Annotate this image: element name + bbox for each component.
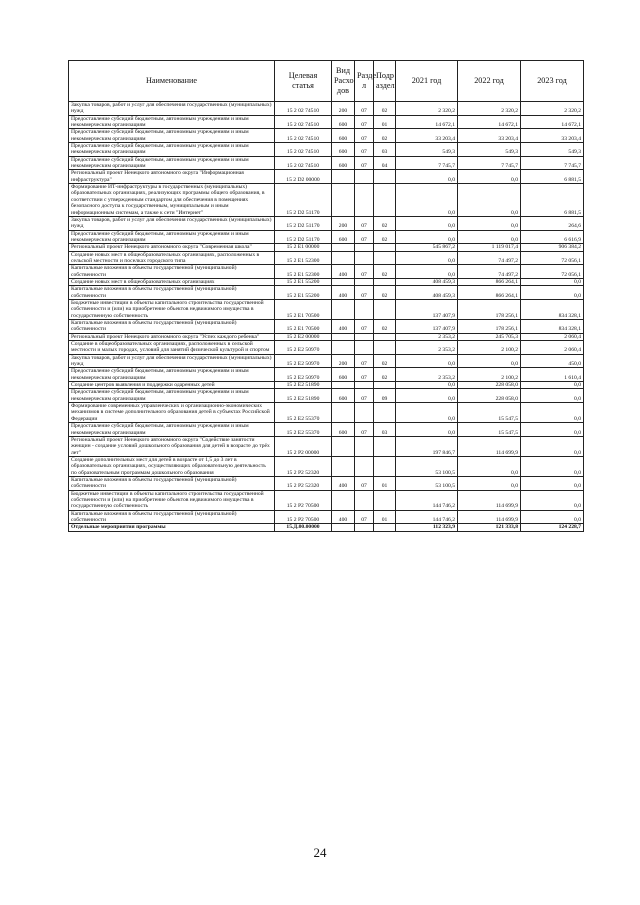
cell-subsection: 01 (374, 510, 396, 524)
cell-2022: 114 699,9 (458, 490, 521, 510)
cell-name: Предоставление субсидий бюджетным, автономным учреждениям и иным некоммерческим организациям (69, 129, 275, 143)
cell-subsection: 03 (374, 423, 396, 437)
cell-subsection (374, 490, 396, 510)
cell-2021: 0,0 (396, 403, 458, 423)
cell-2021: 144 746,2 (396, 490, 458, 510)
cell-2022: 2 100,2 (458, 341, 521, 355)
header-target: Целевая статья (275, 61, 332, 102)
cell-2023: 0,0 (521, 389, 584, 403)
cell-name: Формирование ИТ-инфраструктуры в государственных (муниципальных) образовательных организациях, реализующих программы общего образования, в соответствии с утвержденным стандартом для обеспечения в помещениях безопасного доступа к государственным, муниципальным и иным информационным системам, а также к сети "Интернет" (69, 184, 275, 217)
cell-2021: 2 353,2 (396, 368, 458, 382)
cell-2023: 0,0 (521, 423, 584, 437)
cell-2023: 264,6 (521, 216, 584, 230)
cell-2022: 0,0 (458, 184, 521, 217)
cell-section: 07 (355, 102, 374, 116)
cell-expense-type (332, 456, 355, 476)
cell-target: 15.Д.00.00000 (275, 524, 332, 531)
page-number: 24 (313, 845, 327, 860)
table-row (69, 216, 584, 230)
cell-name: Предоставление субсидий бюджетным, автономным учреждениям и иным некоммерческим организациям (69, 368, 275, 382)
cell-expense-type (332, 490, 355, 510)
table-row (69, 244, 584, 251)
cell-target: 15 2 P2 52320 (275, 476, 332, 490)
cell-2022: 0,0 (458, 230, 521, 244)
cell-2021: 408 459,3 (396, 278, 458, 285)
budget-table-container (68, 60, 583, 532)
cell-section (355, 341, 374, 355)
cell-2021: 53 100,5 (396, 476, 458, 490)
cell-expense-type (332, 436, 355, 456)
cell-subsection (374, 382, 396, 389)
cell-section: 07 (355, 230, 374, 244)
table-row (69, 490, 584, 510)
cell-expense-type: 600 (332, 230, 355, 244)
cell-subsection: 02 (374, 216, 396, 230)
cell-expense-type (332, 251, 355, 265)
cell-section: 07 (355, 143, 374, 157)
cell-name: Капитальные вложения в объекты государственной (муниципальной) собственности (69, 320, 275, 334)
table-row (69, 368, 584, 382)
cell-section (355, 278, 374, 285)
cell-section (355, 184, 374, 217)
cell-2022: 2 320,2 (458, 102, 521, 116)
cell-2022: 15 547,5 (458, 403, 521, 423)
cell-target: 15 2 E1 00000 (275, 244, 332, 251)
cell-2021: 53 100,5 (396, 456, 458, 476)
cell-section: 07 (355, 216, 374, 230)
cell-target: 15 2 02 74510 (275, 129, 332, 143)
cell-2023: 33 203,4 (521, 129, 584, 143)
cell-name: Предоставление субсидий бюджетным, автономным учреждениям и иным некоммерческим организациям (69, 423, 275, 437)
cell-2022: 549,3 (458, 143, 521, 157)
cell-2022: 74 497,2 (458, 265, 521, 279)
cell-section: 07 (355, 423, 374, 437)
cell-2023: 1 610,4 (521, 368, 584, 382)
cell-expense-type: 600 (332, 423, 355, 437)
cell-expense-type: 200 (332, 102, 355, 116)
cell-subsection: 09 (374, 389, 396, 403)
cell-2023: 2 060,4 (521, 333, 584, 340)
cell-section (355, 299, 374, 319)
cell-2021: 112 323,9 (396, 524, 458, 531)
cell-2022: 2 100,2 (458, 368, 521, 382)
cell-2023: 0,0 (521, 510, 584, 524)
cell-2021: 0,0 (396, 170, 458, 184)
cell-2022: 866 264,1 (458, 278, 521, 285)
table-row (69, 436, 584, 456)
cell-2021: 0,0 (396, 184, 458, 217)
table-row (69, 423, 584, 437)
cell-section: 07 (355, 115, 374, 129)
cell-name: Предоставление субсидий бюджетным, автономным учреждениям и иным некоммерческим организациям (69, 115, 275, 129)
cell-expense-type (332, 524, 355, 531)
cell-expense-type (332, 299, 355, 319)
cell-subsection (374, 251, 396, 265)
cell-2022: 114 699,9 (458, 436, 521, 456)
cell-section: 07 (355, 476, 374, 490)
cell-2022: 114 699,9 (458, 510, 521, 524)
table-row (69, 286, 584, 300)
cell-name: Создание центров выявления и поддержки одаренных детей (69, 382, 275, 389)
cell-subsection (374, 278, 396, 285)
cell-expense-type: 400 (332, 510, 355, 524)
table-row (69, 156, 584, 170)
cell-2021: 2 353,2 (396, 341, 458, 355)
table-row (69, 476, 584, 490)
cell-subsection: 02 (374, 230, 396, 244)
cell-2021: 137 407,9 (396, 299, 458, 319)
table-row (69, 320, 584, 334)
cell-target: 15 2 E2 51890 (275, 382, 332, 389)
cell-2021: 0,0 (396, 216, 458, 230)
cell-2023: 0,0 (521, 382, 584, 389)
budget-table (68, 60, 584, 532)
cell-subsection: 02 (374, 368, 396, 382)
cell-name: Капитальные вложения в объекты государственной (муниципальной) собственности (69, 265, 275, 279)
table-row (69, 403, 584, 423)
cell-target: 15 2 E1 55200 (275, 286, 332, 300)
cell-2023: 6 616,9 (521, 230, 584, 244)
cell-subsection: 01 (374, 115, 396, 129)
cell-section: 07 (355, 368, 374, 382)
cell-2023: 0,0 (521, 436, 584, 456)
cell-subsection (374, 341, 396, 355)
cell-expense-type (332, 170, 355, 184)
cell-section: 07 (355, 129, 374, 143)
cell-subsection: 04 (374, 156, 396, 170)
cell-2023: 906 384,2 (521, 244, 584, 251)
table-row (69, 143, 584, 157)
cell-section (355, 244, 374, 251)
cell-target: 15 2 E2 50970 (275, 354, 332, 368)
header-name: Наименование (69, 61, 275, 102)
cell-2022: 866 264,1 (458, 286, 521, 300)
cell-expense-type: 400 (332, 320, 355, 334)
cell-name: Региональный проект Ненецкого автономного округа "Успех каждого ребенка" (69, 333, 275, 340)
table-row (69, 524, 584, 531)
cell-section (355, 436, 374, 456)
cell-2022: 15 547,5 (458, 423, 521, 437)
cell-2023: 124 228,7 (521, 524, 584, 531)
cell-2022: 228 058,0 (458, 382, 521, 389)
cell-section (355, 403, 374, 423)
cell-2023: 72 056,1 (521, 251, 584, 265)
cell-2022: 228 058,0 (458, 389, 521, 403)
cell-expense-type: 200 (332, 354, 355, 368)
cell-2022: 1 119 017,4 (458, 244, 521, 251)
cell-2022: 178 256,1 (458, 320, 521, 334)
cell-2023: 549,3 (521, 143, 584, 157)
cell-subsection (374, 456, 396, 476)
cell-subsection (374, 403, 396, 423)
cell-name: Бюджетные инвестиции в объекты капитального строительства государственной собственности и (или) на приобретение объектов недвижимого имущества в государственную собственность (69, 490, 275, 510)
table-row (69, 299, 584, 319)
table-row (69, 170, 584, 184)
cell-target: 15 2 E2 55370 (275, 423, 332, 437)
table-row (69, 102, 584, 116)
cell-name: Предоставление субсидий бюджетным, автономным учреждениям и иным некоммерческим организациям (69, 389, 275, 403)
cell-2022: 0,0 (458, 170, 521, 184)
cell-section: 07 (355, 320, 374, 334)
cell-subsection: 02 (374, 320, 396, 334)
cell-section (355, 490, 374, 510)
cell-name: Создание в общеобразовательных организациях, расположенных в сельской местности и малых городах, условий для занятий физической культурой и спортом (69, 341, 275, 355)
cell-2021: 197 846,7 (396, 436, 458, 456)
cell-target: 15 2 E2 50970 (275, 341, 332, 355)
cell-expense-type (332, 382, 355, 389)
cell-target: 15 2 D2 51170 (275, 184, 332, 217)
cell-section: 07 (355, 510, 374, 524)
cell-target: 15 2 E1 70500 (275, 299, 332, 319)
cell-name: Капитальные вложения в объекты государственной (муниципальной) собственности (69, 286, 275, 300)
cell-target: 15 2 E1 55200 (275, 278, 332, 285)
cell-section (355, 170, 374, 184)
cell-name: Создание новых мест в общеобразовательных организациях, расположенных в сельской местности и поселках городского типа (69, 251, 275, 265)
cell-2021: 0,0 (396, 423, 458, 437)
cell-2023: 450,0 (521, 354, 584, 368)
table-row (69, 456, 584, 476)
cell-section (355, 251, 374, 265)
cell-2023: 0,0 (521, 278, 584, 285)
cell-2021: 2 353,2 (396, 333, 458, 340)
cell-name: Предоставление субсидий бюджетным, автономным учреждениям и иным некоммерческим организациям (69, 156, 275, 170)
cell-section (355, 382, 374, 389)
header-2022: 2022 год (458, 61, 521, 102)
cell-target: 15 2 D2 51170 (275, 216, 332, 230)
table-row (69, 184, 584, 217)
table-row (69, 382, 584, 389)
cell-expense-type: 400 (332, 476, 355, 490)
cell-2021: 144 746,2 (396, 510, 458, 524)
cell-name: Региональный проект Ненецкого автономного округа "Информационная инфраструктура" (69, 170, 275, 184)
cell-2023: 834 328,1 (521, 320, 584, 334)
cell-name: Бюджетные инвестиции в объекты капитального строительства государственной собственности и (или) на приобретение объектов недвижимого имущества в государственную собственность (69, 299, 275, 319)
cell-2021: 0,0 (396, 382, 458, 389)
cell-2021: 0,0 (396, 230, 458, 244)
cell-target: 15 2 E1 52300 (275, 251, 332, 265)
cell-target: 15 2 02 74510 (275, 156, 332, 170)
cell-name: Закупка товаров, работ и услуг для обеспечения государственных (муниципальных) нужд (69, 354, 275, 368)
cell-name: Региональный проект Ненецкого автономного округа "Содействие занятости женщин - создание условий дошкольного образования для детей в возрасте до трёх лет" (69, 436, 275, 456)
cell-expense-type: 600 (332, 156, 355, 170)
table-row (69, 265, 584, 279)
cell-section: 07 (355, 286, 374, 300)
cell-2021: 14 672,1 (396, 115, 458, 129)
cell-2023: 7 745,7 (521, 156, 584, 170)
cell-expense-type (332, 333, 355, 340)
cell-name: Создание дополнительных мест для детей в возрасте от 1,5 до 3 лет в образовательных организациях, осуществляющих образовательную деятельность по образовательным программам дошкольного образования (69, 456, 275, 476)
cell-subsection (374, 524, 396, 531)
header-2023: 2023 год (521, 61, 584, 102)
table-row (69, 333, 584, 340)
cell-subsection (374, 244, 396, 251)
cell-name: Предоставление субсидий бюджетным, автономным учреждениям и иным некоммерческим организациям (69, 143, 275, 157)
cell-subsection: 02 (374, 354, 396, 368)
cell-2023: 6 881,5 (521, 184, 584, 217)
cell-2021: 33 203,4 (396, 129, 458, 143)
cell-2022: 0,0 (458, 456, 521, 476)
cell-expense-type (332, 341, 355, 355)
cell-2022: 0,0 (458, 354, 521, 368)
table-row (69, 510, 584, 524)
cell-2021: 7 745,7 (396, 156, 458, 170)
cell-2021: 2 320,2 (396, 102, 458, 116)
cell-target: 15 2 P2 52320 (275, 456, 332, 476)
cell-expense-type (332, 403, 355, 423)
cell-section: 07 (355, 265, 374, 279)
cell-2023: 0,0 (521, 403, 584, 423)
cell-2023: 0,0 (521, 490, 584, 510)
cell-2023: 2 320,2 (521, 102, 584, 116)
table-row (69, 354, 584, 368)
cell-target: 15 2 D2 00000 (275, 170, 332, 184)
cell-2023: 834 328,1 (521, 299, 584, 319)
cell-expense-type: 600 (332, 115, 355, 129)
table-row (69, 341, 584, 355)
cell-section: 07 (355, 156, 374, 170)
cell-target: 15 2 02 74510 (275, 115, 332, 129)
cell-target: 15 2 02 74510 (275, 143, 332, 157)
cell-name: Формирование современных управленческих и организационно-экономических механизмов в системе дополнительного образования детей в субъектах Российской Федерации (69, 403, 275, 423)
cell-subsection: 02 (374, 265, 396, 279)
cell-section (355, 524, 374, 531)
cell-section (355, 333, 374, 340)
cell-section: 07 (355, 354, 374, 368)
cell-expense-type: 400 (332, 286, 355, 300)
cell-name: Создание новых мест в общеобразовательных организациях (69, 278, 275, 285)
cell-2022: 121 333,8 (458, 524, 521, 531)
cell-2022: 0,0 (458, 216, 521, 230)
header-expense-type: Вид Расхо дов (332, 61, 355, 102)
cell-target: 15 2 E2 00000 (275, 333, 332, 340)
cell-target: 15 2 E1 52300 (275, 265, 332, 279)
cell-2022: 74 497,2 (458, 251, 521, 265)
cell-2023: 0,0 (521, 456, 584, 476)
cell-2021: 408 459,3 (396, 286, 458, 300)
cell-name: Отдельные мероприятия программы (69, 524, 275, 531)
header-2021: 2021 год (396, 61, 458, 102)
cell-2021: 545 867,2 (396, 244, 458, 251)
cell-subsection (374, 170, 396, 184)
cell-expense-type: 600 (332, 389, 355, 403)
cell-2021: 137 407,9 (396, 320, 458, 334)
cell-target: 15 2 02 74510 (275, 102, 332, 116)
cell-2022: 178 256,1 (458, 299, 521, 319)
cell-2022: 33 203,4 (458, 129, 521, 143)
table-row (69, 115, 584, 129)
cell-subsection: 01 (374, 476, 396, 490)
cell-target: 15 2 D2 51170 (275, 230, 332, 244)
cell-target: 15 2 E1 70500 (275, 320, 332, 334)
cell-2023: 0,0 (521, 476, 584, 490)
cell-expense-type: 200 (332, 216, 355, 230)
cell-section: 07 (355, 389, 374, 403)
cell-subsection: 02 (374, 129, 396, 143)
cell-2022: 245 705,3 (458, 333, 521, 340)
cell-expense-type (332, 278, 355, 285)
table-row (69, 389, 584, 403)
cell-2023: 72 056,1 (521, 265, 584, 279)
cell-target: 15 2 P2 70500 (275, 490, 332, 510)
cell-subsection: 02 (374, 102, 396, 116)
cell-2021: 0,0 (396, 389, 458, 403)
cell-section (355, 456, 374, 476)
table-row (69, 278, 584, 285)
cell-subsection (374, 299, 396, 319)
cell-subsection (374, 184, 396, 217)
cell-name: Закупка товаров, работ и услуг для обеспечения государственных (муниципальных) нужд (69, 216, 275, 230)
cell-2023: 2 060,4 (521, 341, 584, 355)
cell-2022: 0,0 (458, 476, 521, 490)
cell-expense-type: 600 (332, 143, 355, 157)
header-subsection: Подр аздел (374, 61, 396, 102)
cell-subsection: 03 (374, 143, 396, 157)
cell-subsection (374, 333, 396, 340)
cell-target: 15 2 E2 55370 (275, 403, 332, 423)
cell-target: 15 2 P2 70500 (275, 510, 332, 524)
table-row (69, 129, 584, 143)
cell-target: 15 2 E2 51890 (275, 389, 332, 403)
cell-name: Региональный проект Ненецкого автономного округа "Современная школа" (69, 244, 275, 251)
cell-2022: 14 672,1 (458, 115, 521, 129)
cell-expense-type: 600 (332, 129, 355, 143)
cell-2023: 6 881,5 (521, 170, 584, 184)
cell-expense-type: 600 (332, 368, 355, 382)
cell-name: Капитальные вложения в объекты государственной (муниципальной) собственности (69, 510, 275, 524)
cell-name: Закупка товаров, работ и услуг для обеспечения государственных (муниципальных) нужд (69, 102, 275, 116)
cell-2021: 0,0 (396, 265, 458, 279)
header-section: Разде л (355, 61, 374, 102)
cell-name: Капитальные вложения в объекты государственной (муниципальной) собственности (69, 476, 275, 490)
cell-name: Предоставление субсидий бюджетным, автономным учреждениям и иным некоммерческим организациям (69, 230, 275, 244)
cell-2023: 14 672,1 (521, 115, 584, 129)
cell-subsection: 02 (374, 286, 396, 300)
cell-target: 15 2 P2 00000 (275, 436, 332, 456)
cell-expense-type (332, 184, 355, 217)
table-row (69, 230, 584, 244)
cell-expense-type: 400 (332, 265, 355, 279)
cell-target: 15 2 E2 50970 (275, 368, 332, 382)
table-row (69, 251, 584, 265)
cell-2022: 7 745,7 (458, 156, 521, 170)
cell-expense-type (332, 244, 355, 251)
cell-2021: 0,0 (396, 251, 458, 265)
cell-2023: 0,0 (521, 286, 584, 300)
cell-2021: 0,0 (396, 354, 458, 368)
cell-2021: 549,3 (396, 143, 458, 157)
cell-subsection (374, 436, 396, 456)
header-row (69, 61, 584, 102)
